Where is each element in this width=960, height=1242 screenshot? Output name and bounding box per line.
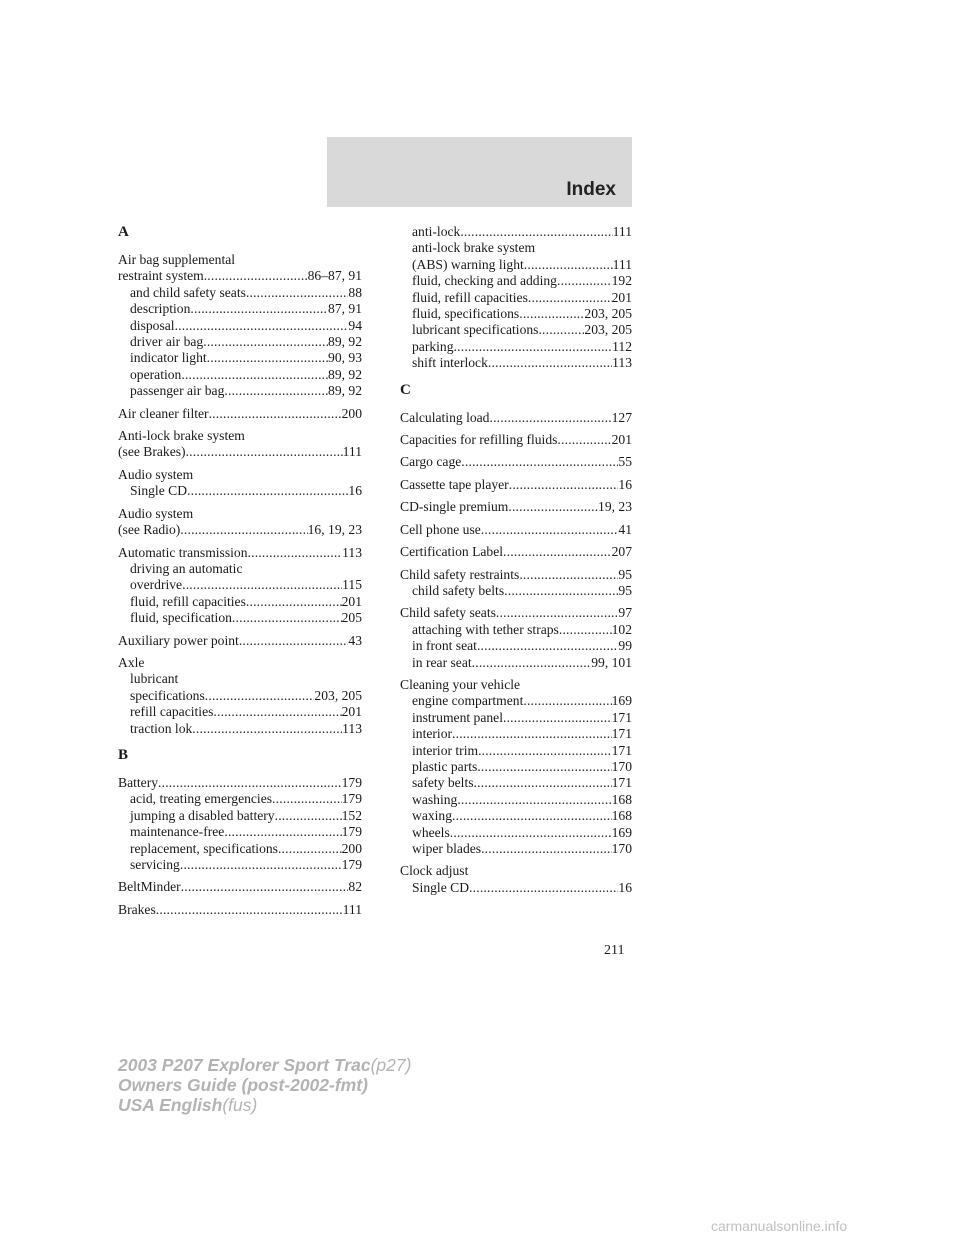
index-subentry xyxy=(400,257,632,273)
index-column-right xyxy=(400,224,632,902)
index-subentry xyxy=(118,383,362,399)
dot-leader xyxy=(186,444,343,460)
dot-leader xyxy=(478,743,612,759)
index-heading xyxy=(400,522,632,538)
index-subentry xyxy=(400,355,632,371)
footer-language: USA English xyxy=(118,1095,223,1115)
index-subentry xyxy=(400,322,632,338)
index-term: jumping a disabled battery xyxy=(130,807,275,823)
index-subentry xyxy=(118,350,362,366)
index-subentry xyxy=(400,224,632,240)
index-term: Single CD xyxy=(412,879,470,895)
index-term: specifications xyxy=(130,687,205,703)
index-term: acid, treating emergencies xyxy=(130,791,273,807)
page-reference: 89, 92 xyxy=(328,334,362,350)
index-subentry xyxy=(400,759,632,775)
dot-leader xyxy=(272,791,342,807)
dot-leader xyxy=(469,880,618,896)
page-reference: 99, 101 xyxy=(591,654,632,670)
index-subentry xyxy=(118,671,362,687)
index-subentry xyxy=(118,334,362,350)
page-reference: 89, 92 xyxy=(328,383,362,399)
watermark-text: carmanualsonline.info xyxy=(711,1218,848,1234)
dot-leader xyxy=(559,622,612,638)
index-term: refill capacities xyxy=(130,704,214,720)
index-term: BeltMinder xyxy=(118,879,181,895)
page-reference: 97 xyxy=(618,605,632,621)
index-subentry xyxy=(400,775,632,791)
dot-leader xyxy=(460,224,612,240)
index-term: operation xyxy=(130,366,182,382)
index-term: Anti-lock brake system xyxy=(118,428,245,444)
page-reference: 171 xyxy=(611,775,632,791)
dot-leader xyxy=(509,477,619,493)
page-reference: 152 xyxy=(341,807,362,823)
index-subentry xyxy=(400,841,632,857)
dot-leader xyxy=(278,841,342,857)
page-reference: 82 xyxy=(348,879,362,895)
index-term: driving an automatic xyxy=(130,560,243,576)
page-reference: 192 xyxy=(611,273,632,289)
page-reference: 203, 205 xyxy=(314,687,362,703)
page-reference: 179 xyxy=(341,857,362,872)
footer-guide: Owners Guide (post-2002-fmt) xyxy=(118,1075,368,1095)
index-term: lubricant xyxy=(130,671,179,687)
index-term: indicator light xyxy=(130,350,207,366)
dot-leader xyxy=(209,406,342,422)
dot-leader xyxy=(203,334,328,350)
index-entry xyxy=(400,432,632,448)
dot-leader xyxy=(508,499,598,515)
index-term: anti-lock xyxy=(412,224,461,239)
page-reference: 201 xyxy=(611,289,632,305)
index-heading xyxy=(400,605,632,621)
index-term: in front seat xyxy=(412,638,477,654)
index-subentry xyxy=(400,808,632,824)
page-reference: 99 xyxy=(618,638,632,654)
index-entry xyxy=(400,410,632,426)
index-subentry xyxy=(118,285,362,301)
page-reference: 171 xyxy=(611,709,632,725)
index-subentry xyxy=(118,301,362,317)
footer-model: 2003 P207 Explorer Sport Trac xyxy=(118,1055,371,1075)
dot-leader xyxy=(477,638,618,654)
dot-leader xyxy=(524,257,613,273)
index-heading xyxy=(400,410,632,426)
index-subentry xyxy=(400,273,632,289)
dot-leader xyxy=(461,454,618,470)
index-term: Certification Label xyxy=(400,544,504,560)
page-reference: 86–87, 91 xyxy=(307,268,362,284)
dot-leader xyxy=(181,879,349,895)
index-term: fluid, specifications xyxy=(412,306,520,322)
index-subentry xyxy=(400,726,632,742)
index-term: replacement, specifications xyxy=(130,840,278,856)
page-reference: 169 xyxy=(611,824,632,840)
dot-leader xyxy=(181,367,328,383)
index-term: fluid, specification xyxy=(130,610,232,626)
page-reference: 111 xyxy=(612,224,632,239)
index-heading xyxy=(118,775,362,791)
index-entry xyxy=(118,252,362,400)
page-reference: 41 xyxy=(618,521,632,537)
index-entry xyxy=(400,863,632,896)
index-term: passenger air bag xyxy=(130,383,225,399)
index-subentry xyxy=(400,638,632,654)
page-reference: 168 xyxy=(611,808,632,824)
index-subentry xyxy=(400,290,632,306)
page-reference: 170 xyxy=(611,758,632,774)
index-term: Calculating load xyxy=(400,409,490,425)
dot-leader xyxy=(457,792,611,808)
index-section-letter: B xyxy=(118,746,129,763)
index-term: Child safety seats xyxy=(400,605,496,621)
page-number: 211 xyxy=(604,943,625,958)
dot-leader xyxy=(224,824,341,840)
dot-leader xyxy=(187,483,348,499)
index-term: (see Radio) xyxy=(118,522,181,538)
dot-leader xyxy=(496,605,619,621)
page-reference: 16, 19, 23 xyxy=(307,522,362,538)
index-subentry xyxy=(400,693,632,709)
index-term: servicing xyxy=(130,857,180,872)
page-reference: 19, 23 xyxy=(598,499,632,515)
index-term: shift interlock xyxy=(412,355,488,371)
index-column-left xyxy=(118,224,362,924)
page-reference: 200 xyxy=(341,840,362,856)
index-term: fluid, checking and adding xyxy=(412,273,557,289)
page-reference: 43 xyxy=(348,632,362,648)
index-term: Battery xyxy=(118,774,159,790)
page-reference: 88 xyxy=(348,284,362,300)
index-subentry xyxy=(400,743,632,759)
page-reference: 127 xyxy=(611,409,632,425)
header-band xyxy=(327,137,632,207)
index-term: (ABS) warning light xyxy=(412,256,524,272)
page-reference: 16 xyxy=(348,483,362,499)
index-entry xyxy=(400,477,632,493)
index-subentry xyxy=(118,367,362,383)
dot-leader xyxy=(452,726,612,742)
page-reference: 201 xyxy=(611,432,632,448)
index-term: Cassette tape player xyxy=(400,476,509,492)
index-term: washing xyxy=(412,791,458,807)
dot-leader xyxy=(504,583,618,599)
dot-leader xyxy=(519,567,618,583)
index-term: engine compartment xyxy=(412,693,524,709)
index-entry xyxy=(118,633,362,649)
index-term: fluid, refill capacities xyxy=(130,593,246,609)
page-reference: 95 xyxy=(618,566,632,582)
index-term: Brakes xyxy=(118,901,156,917)
index-entry xyxy=(118,902,362,918)
dot-leader xyxy=(489,410,611,426)
index-heading xyxy=(400,863,632,879)
index-term: Auxiliary power point xyxy=(118,632,239,648)
dot-leader xyxy=(224,383,328,399)
index-subentry xyxy=(118,841,362,857)
page-reference: 168 xyxy=(611,791,632,807)
index-subentry xyxy=(118,791,362,807)
page-reference: 111 xyxy=(612,256,632,272)
index-heading xyxy=(118,655,362,671)
index-subentry xyxy=(400,825,632,841)
index-term: description xyxy=(130,301,191,317)
index-subentry xyxy=(400,655,632,671)
index-term: parking xyxy=(412,338,454,354)
index-term: child safety belts xyxy=(412,582,505,598)
index-term: fluid, refill capacities xyxy=(412,289,528,305)
index-entry xyxy=(400,605,632,671)
dot-leader xyxy=(557,273,612,289)
dot-leader xyxy=(204,268,308,284)
page-reference: 112 xyxy=(612,338,632,354)
dot-leader xyxy=(557,432,611,448)
index-subentry xyxy=(400,792,632,808)
index-heading xyxy=(118,252,362,268)
index-subentry xyxy=(400,710,632,726)
index-term: Air cleaner filter xyxy=(118,405,209,421)
index-subentry xyxy=(118,704,362,720)
dot-leader xyxy=(182,577,342,593)
dot-leader xyxy=(156,902,343,918)
index-entry xyxy=(118,506,362,539)
dot-leader xyxy=(190,301,328,317)
dot-leader xyxy=(523,693,611,709)
dot-leader xyxy=(248,545,343,561)
dot-leader xyxy=(275,808,342,824)
index-heading xyxy=(400,567,632,583)
page-reference: 179 xyxy=(341,824,362,840)
index-term: waxing xyxy=(412,808,453,824)
index-subentry xyxy=(118,721,362,737)
index-subentry xyxy=(118,610,362,626)
page-reference: 113 xyxy=(342,720,362,736)
index-term: Air bag supplemental xyxy=(118,252,236,267)
index-term: CD-single premium xyxy=(400,499,509,515)
dot-leader xyxy=(503,544,612,560)
index-heading xyxy=(118,902,362,918)
index-term: disposal xyxy=(130,317,175,333)
index-heading xyxy=(118,444,362,460)
index-term: Audio system xyxy=(118,505,194,521)
page-reference: 90, 93 xyxy=(328,350,362,366)
dot-leader xyxy=(232,610,342,626)
index-term: Audio system xyxy=(118,466,194,482)
index-term: Cargo cage xyxy=(400,454,462,470)
index-subentry xyxy=(400,622,632,638)
index-term: driver air bag xyxy=(130,334,204,350)
index-subentry xyxy=(118,594,362,610)
page-reference: 111 xyxy=(342,901,362,917)
index-term: Cleaning your vehicle xyxy=(400,676,521,692)
index-term: plastic parts xyxy=(412,758,478,774)
dot-leader xyxy=(180,522,307,538)
page-reference: 200 xyxy=(341,405,362,421)
index-entry xyxy=(118,428,362,461)
index-entry xyxy=(118,879,362,895)
dot-leader xyxy=(213,704,341,720)
index-subentry xyxy=(118,483,362,499)
index-term: Single CD xyxy=(130,483,188,499)
index-heading xyxy=(400,499,632,515)
index-heading xyxy=(118,428,362,444)
index-heading xyxy=(400,677,632,693)
page-reference: 201 xyxy=(341,704,362,720)
dot-leader xyxy=(192,721,342,737)
footer-model-code: (p27) xyxy=(370,1055,412,1075)
page-reference: 113 xyxy=(342,544,362,560)
page-reference: 207 xyxy=(611,544,632,560)
dot-leader xyxy=(246,594,342,610)
dot-leader xyxy=(538,322,584,338)
index-heading xyxy=(118,506,362,522)
index-term: (see Brakes) xyxy=(118,444,186,460)
dot-leader xyxy=(488,355,612,371)
index-subentry xyxy=(400,583,632,599)
index-entry xyxy=(118,655,362,737)
page-reference: 201 xyxy=(341,593,362,609)
index-heading xyxy=(400,432,632,448)
index-heading xyxy=(400,477,632,493)
index-subentry xyxy=(118,857,362,873)
index-entry xyxy=(400,567,632,600)
index-heading xyxy=(118,545,362,561)
dot-leader xyxy=(205,688,315,704)
index-term: traction lok xyxy=(130,720,193,736)
dot-leader xyxy=(477,759,611,775)
index-entry xyxy=(118,775,362,873)
page-reference: 55 xyxy=(618,454,632,470)
index-term: wheels xyxy=(412,824,450,840)
index-entry xyxy=(118,467,362,500)
index-heading xyxy=(118,467,362,483)
index-subentry xyxy=(118,561,362,577)
index-subentry xyxy=(118,318,362,334)
page-reference: 179 xyxy=(341,774,362,790)
index-subentry xyxy=(118,688,362,704)
dot-leader xyxy=(503,710,612,726)
index-heading xyxy=(118,633,362,649)
index-term: in rear seat xyxy=(412,654,472,670)
dot-leader xyxy=(481,841,612,857)
page-reference: 102 xyxy=(611,621,632,637)
dot-leader xyxy=(246,285,349,301)
index-term: Axle xyxy=(118,654,145,670)
page-reference: 95 xyxy=(618,582,632,598)
index-term: anti-lock brake system xyxy=(412,240,536,256)
dot-leader xyxy=(481,522,619,538)
dot-leader xyxy=(472,655,592,671)
index-subentry xyxy=(118,824,362,840)
dot-leader xyxy=(452,808,612,824)
index-entry xyxy=(118,545,362,627)
page-reference: 171 xyxy=(611,742,632,758)
index-term: Child safety restraints xyxy=(400,566,520,582)
page-reference: 111 xyxy=(342,444,362,460)
index-entry xyxy=(400,677,632,857)
dot-leader xyxy=(239,633,349,649)
index-term: and child safety seats xyxy=(130,284,246,300)
page-title: Index xyxy=(566,179,616,200)
page-reference: 205 xyxy=(341,610,362,626)
index-entry xyxy=(400,454,632,470)
index-subentry xyxy=(118,577,362,593)
page-reference: 115 xyxy=(342,577,362,593)
index-entry xyxy=(400,544,632,560)
page-reference: 89, 92 xyxy=(328,366,362,382)
index-term: attaching with tether straps xyxy=(412,621,559,637)
page-reference: 87, 91 xyxy=(328,301,362,317)
page-reference: 171 xyxy=(611,726,632,742)
dot-leader xyxy=(207,350,328,366)
page-reference: 16 xyxy=(618,879,632,895)
dot-leader xyxy=(175,318,349,334)
index-heading xyxy=(400,454,632,470)
index-entry xyxy=(400,499,632,515)
index-entry xyxy=(118,406,362,422)
footer-language-code: (fus) xyxy=(222,1095,258,1115)
index-subentry xyxy=(400,339,632,355)
dot-leader xyxy=(474,775,612,791)
page-reference: 170 xyxy=(611,841,632,856)
index-section-letter: C xyxy=(400,381,411,398)
index-subentry xyxy=(118,808,362,824)
page-reference: 169 xyxy=(611,693,632,709)
index-subentry xyxy=(400,880,632,896)
dot-leader xyxy=(180,857,342,873)
index-term: wiper blades xyxy=(412,841,482,856)
index-term: Clock adjust xyxy=(400,863,469,879)
index-heading xyxy=(118,406,362,422)
index-section-letter: A xyxy=(118,224,129,240)
page-reference: 203, 205 xyxy=(584,306,632,322)
index-entry xyxy=(400,224,632,372)
index-heading xyxy=(118,879,362,895)
index-term: restraint system xyxy=(118,268,204,284)
index-term: Automatic transmission xyxy=(118,544,248,560)
index-term: lubricant specifications xyxy=(412,322,539,338)
page-reference: 94 xyxy=(348,317,362,333)
dot-leader xyxy=(158,775,342,791)
page-reference: 179 xyxy=(341,791,362,807)
index-heading xyxy=(118,268,362,284)
index-term: instrument panel xyxy=(412,709,503,725)
page-reference: 16 xyxy=(618,476,632,492)
index-term: interior xyxy=(412,726,453,742)
index-term: Cell phone use xyxy=(400,521,481,537)
index-term: overdrive xyxy=(130,577,183,593)
index-subentry xyxy=(400,240,632,256)
index-term: interior trim xyxy=(412,742,479,758)
dot-leader xyxy=(454,339,613,355)
footer-doc-info xyxy=(118,1055,411,1115)
index-term: Capacities for refilling fluids xyxy=(400,432,558,448)
page-reference: 113 xyxy=(612,355,632,371)
index-subentry xyxy=(400,306,632,322)
index-heading xyxy=(400,544,632,560)
index-heading xyxy=(118,522,362,538)
index-entry xyxy=(400,522,632,538)
dot-leader xyxy=(519,306,584,322)
page-reference: 203, 205 xyxy=(584,322,632,338)
dot-leader xyxy=(450,825,612,841)
index-term: safety belts xyxy=(412,775,474,791)
dot-leader xyxy=(528,290,612,306)
index-term: maintenance-free xyxy=(130,824,225,840)
